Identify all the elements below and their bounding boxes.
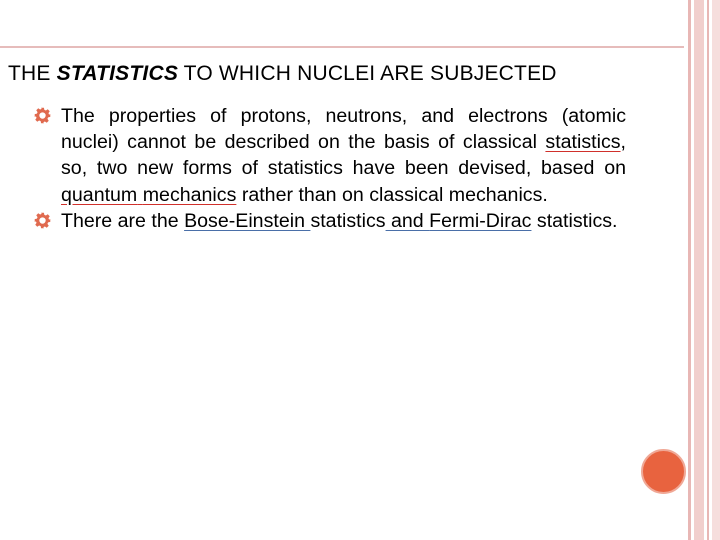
title-prefix: THE [8,62,57,85]
bullet-text: statistics [310,209,386,232]
link-fermi-dirac[interactable]: Fermi-Dirac [429,209,532,232]
title-divider [0,46,684,48]
bullet-item [34,208,626,234]
bullet-text: rather than on classical mechanics. [236,183,548,206]
bullet-text: There are the [61,209,185,232]
link-bose-einstein[interactable]: Bose-Einstein [184,209,305,232]
underlined-space: and [385,209,430,232]
gear-icon [34,212,51,229]
border-stripe [707,0,709,540]
border-stripe [694,0,704,540]
title-suffix: TO WHICH NUCLEI ARE SUBJECTED [178,62,557,85]
decorative-circle [641,449,686,494]
link-statistics[interactable]: statistics [545,131,621,154]
link-mechanics[interactable]: mechanics [142,183,237,206]
bullet-list [34,103,626,234]
slide-title [8,62,684,86]
bullet-text: , so, two new forms of statistics have been devised, based on [61,131,626,180]
border-stripe [712,0,720,540]
bullet-text: The properties of protons, neutrons, and electrons (atomic nuclei) cannot be described on the basis of classical [61,105,626,154]
link-quantum[interactable]: quantum [61,183,138,206]
border-stripe [688,0,691,540]
gear-icon [34,107,51,124]
bullet-item [34,103,626,208]
title-emphasis: STATISTICS [56,62,179,85]
bullet-text: statistics. [531,209,618,232]
